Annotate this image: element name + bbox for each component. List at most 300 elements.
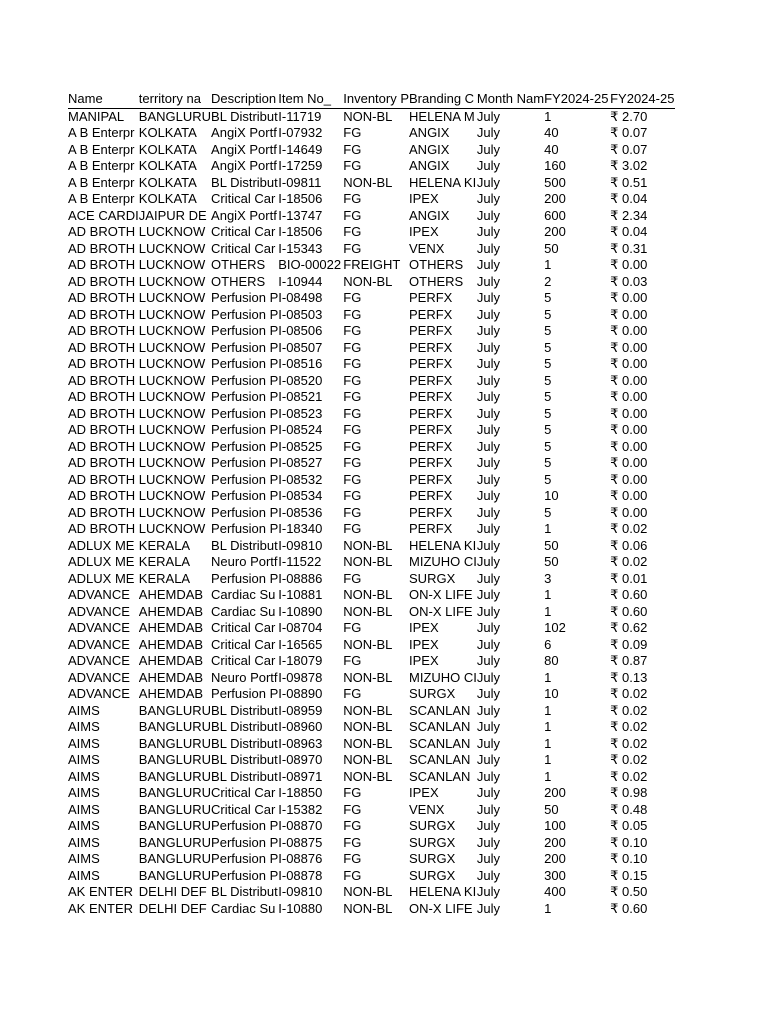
cell-inventory: FG bbox=[343, 323, 362, 338]
cell-branding: ON-X LIFE bbox=[409, 603, 473, 619]
cell-month: July bbox=[476, 818, 501, 833]
cell-territory: LUCKNOW bbox=[138, 339, 206, 355]
cell-name: AD BROTH bbox=[68, 455, 136, 470]
cell-description: Perfusion P bbox=[211, 521, 279, 536]
cell-description: Critical Car bbox=[211, 224, 276, 239]
cell-name: ADLUX ME bbox=[68, 554, 135, 569]
cell-territory: AHEMDAB bbox=[138, 686, 204, 701]
cell-inventory: FG bbox=[343, 851, 362, 866]
cell-branding: PERFX bbox=[409, 521, 453, 536]
cell-item-no: I-08970 bbox=[278, 752, 323, 767]
cell-month: July bbox=[476, 603, 501, 619]
cell-fy-qty: 1 bbox=[544, 752, 552, 767]
cell-fy-qty: 5 bbox=[544, 323, 552, 338]
cell-name: AIMS bbox=[68, 735, 100, 751]
cell-territory: LUCKNOW bbox=[138, 290, 206, 305]
cell-inventory: FG bbox=[343, 191, 362, 206]
cell-description: OTHERS bbox=[211, 273, 266, 289]
cell-month: July bbox=[476, 471, 501, 487]
cell-item-no: I-09811 bbox=[278, 174, 322, 190]
cell-territory: KOLKATA bbox=[138, 125, 197, 140]
cell-month: July bbox=[476, 521, 501, 536]
cell-fy-qty: 10 bbox=[544, 488, 559, 503]
cell-inventory: FG bbox=[343, 504, 362, 520]
cell-fy-value: ₹ 0.02 bbox=[610, 735, 648, 751]
cell-month: July bbox=[476, 900, 501, 916]
cell-description: OTHERS bbox=[211, 257, 266, 272]
cell-inventory: FG bbox=[343, 306, 362, 322]
cell-territory: LUCKNOW bbox=[138, 488, 206, 503]
cell-name: ADVANCE bbox=[68, 686, 130, 701]
cell-item-no: I-08876 bbox=[278, 851, 323, 866]
cell-fy-value: ₹ 0.02 bbox=[610, 702, 648, 718]
table-row bbox=[68, 505, 675, 522]
cell-month: July bbox=[476, 669, 501, 685]
cell-description: BL Distribut bbox=[211, 537, 278, 553]
table-row bbox=[68, 125, 675, 142]
cell-description: AngiX Portf bbox=[211, 158, 277, 173]
cell-fy-value: ₹ 0.00 bbox=[610, 504, 648, 520]
cell-item-no: I-08534 bbox=[278, 488, 323, 503]
cell-fy-value: ₹ 0.00 bbox=[610, 471, 648, 487]
cell-fy-qty: 6 bbox=[544, 636, 552, 652]
table-row bbox=[68, 142, 675, 159]
table-row bbox=[68, 604, 675, 621]
cell-branding: MIZUHO CI bbox=[409, 554, 477, 569]
cell-fy-qty: 1 bbox=[544, 669, 552, 685]
table-row bbox=[68, 307, 675, 324]
cell-item-no: I-09810 bbox=[278, 884, 323, 899]
cell-fy-qty: 200 bbox=[544, 191, 566, 206]
table-row bbox=[68, 752, 675, 769]
cell-inventory: FG bbox=[343, 801, 362, 817]
header-fy-value: FY2024-25 bbox=[610, 91, 675, 106]
cell-territory: LUCKNOW bbox=[138, 405, 206, 421]
cell-item-no: I-08704 bbox=[278, 620, 323, 635]
cell-territory: LUCKNOW bbox=[138, 372, 206, 388]
cell-branding: ANGIX bbox=[409, 207, 450, 223]
cell-branding: PERFX bbox=[409, 339, 453, 355]
cell-territory: KERALA bbox=[138, 570, 191, 586]
cell-fy-qty: 200 bbox=[544, 785, 566, 800]
cell-fy-qty: 102 bbox=[544, 620, 566, 635]
table-row bbox=[68, 785, 675, 802]
header-name: Name bbox=[68, 91, 139, 108]
cell-fy-value: ₹ 0.02 bbox=[610, 768, 648, 784]
cell-branding: VENX bbox=[409, 801, 445, 817]
cell-territory: BANGLURU bbox=[138, 719, 212, 734]
cell-item-no: BIO-00022 bbox=[278, 257, 342, 272]
cell-month: July bbox=[476, 141, 501, 157]
cell-name: AD BROTH bbox=[68, 438, 136, 454]
table-row bbox=[68, 868, 675, 885]
cell-fy-qty: 1 bbox=[544, 587, 552, 602]
cell-fy-qty: 40 bbox=[544, 125, 559, 140]
cell-month: July bbox=[476, 867, 501, 883]
cell-fy-qty: 1 bbox=[544, 735, 552, 751]
header-row bbox=[68, 91, 675, 108]
cell-territory: KOLKATA bbox=[138, 141, 197, 157]
table-row bbox=[68, 175, 675, 192]
cell-fy-qty: 1 bbox=[544, 257, 552, 272]
cell-fy-qty: 1 bbox=[544, 521, 552, 536]
cell-territory: KERALA bbox=[138, 537, 191, 553]
cell-inventory: NON-BL bbox=[343, 554, 393, 569]
cell-territory: LUCKNOW bbox=[138, 306, 206, 322]
cell-name: AD BROTH bbox=[68, 290, 136, 305]
cell-branding: ANGIX bbox=[409, 158, 450, 173]
cell-inventory: NON-BL bbox=[343, 273, 393, 289]
cell-description: BL Distribut bbox=[211, 719, 278, 734]
cell-month: July bbox=[476, 686, 501, 701]
cell-fy-value: ₹ 0.60 bbox=[610, 587, 648, 602]
cell-fy-qty: 5 bbox=[544, 339, 552, 355]
cell-month: July bbox=[476, 785, 501, 800]
table-row bbox=[68, 835, 675, 852]
cell-territory: AHEMDAB bbox=[138, 620, 204, 635]
cell-month: July bbox=[476, 191, 501, 206]
cell-description: BL Distribut bbox=[211, 768, 278, 784]
table-row bbox=[68, 802, 675, 819]
cell-name: AIMS bbox=[68, 752, 100, 767]
cell-fy-qty: 5 bbox=[544, 405, 552, 421]
cell-territory: JAIPUR DE bbox=[138, 207, 207, 223]
cell-territory: BANGLURU bbox=[138, 818, 212, 833]
cell-territory: BANGLURU bbox=[138, 702, 212, 718]
cell-item-no: I-13747 bbox=[278, 207, 323, 223]
cell-branding: PERFX bbox=[409, 356, 453, 371]
cell-name: AK ENTER bbox=[68, 900, 134, 916]
cell-description: Perfusion P bbox=[211, 422, 279, 437]
cell-fy-value: ₹ 0.00 bbox=[610, 405, 648, 421]
cell-branding: HELENA KI bbox=[409, 884, 477, 899]
cell-month: July bbox=[476, 702, 501, 718]
cell-name: ADVANCE bbox=[68, 669, 130, 685]
table-row bbox=[68, 224, 675, 241]
cell-inventory: NON-BL bbox=[343, 174, 393, 190]
cell-fy-value: ₹ 0.10 bbox=[610, 834, 648, 850]
cell-inventory: NON-BL bbox=[343, 768, 393, 784]
cell-month: July bbox=[476, 306, 501, 322]
cell-month: July bbox=[476, 108, 501, 124]
cell-inventory: FG bbox=[343, 785, 362, 800]
table-row bbox=[68, 686, 675, 703]
cell-inventory: FG bbox=[343, 356, 362, 371]
cell-fy-value: ₹ 0.00 bbox=[610, 323, 648, 338]
table-row bbox=[68, 571, 675, 588]
cell-month: July bbox=[476, 257, 501, 272]
cell-name: AD BROTH bbox=[68, 422, 136, 437]
cell-name: AD BROTH bbox=[68, 306, 136, 322]
cell-month: July bbox=[476, 158, 501, 173]
cell-inventory: FG bbox=[343, 207, 362, 223]
cell-branding: PERFX bbox=[409, 389, 453, 404]
cell-inventory: FG bbox=[343, 389, 362, 404]
cell-item-no: I-08963 bbox=[278, 735, 323, 751]
cell-inventory: FG bbox=[343, 521, 362, 536]
header-territory: territory na bbox=[139, 91, 211, 108]
cell-month: July bbox=[476, 224, 501, 239]
cell-month: July bbox=[476, 240, 501, 256]
cell-item-no: I-08520 bbox=[278, 372, 323, 388]
table-row bbox=[68, 620, 675, 637]
cell-description: Critical Car bbox=[211, 191, 276, 206]
table-row bbox=[68, 538, 675, 555]
cell-fy-qty: 1 bbox=[544, 768, 552, 784]
cell-fy-qty: 50 bbox=[544, 554, 559, 569]
cell-fy-value: ₹ 0.07 bbox=[610, 125, 648, 140]
cell-fy-qty: 5 bbox=[544, 438, 552, 454]
cell-description: Cardiac Su bbox=[211, 603, 276, 619]
cell-branding: PERFX bbox=[409, 405, 453, 421]
table-row bbox=[68, 389, 675, 406]
cell-name: AD BROTH bbox=[68, 323, 136, 338]
cell-inventory: NON-BL bbox=[343, 752, 393, 767]
cell-fy-value: ₹ 0.01 bbox=[610, 570, 648, 586]
cell-month: July bbox=[476, 884, 501, 899]
cell-description: Perfusion P bbox=[211, 405, 279, 421]
table-row bbox=[68, 472, 675, 489]
cell-description: Perfusion P bbox=[211, 867, 279, 883]
cell-branding: PERFX bbox=[409, 504, 453, 520]
cell-inventory: NON-BL bbox=[343, 702, 393, 718]
cell-fy-qty: 1 bbox=[544, 702, 552, 718]
cell-description: Perfusion P bbox=[211, 438, 279, 454]
cell-month: July bbox=[476, 405, 501, 421]
cell-fy-value: ₹ 0.02 bbox=[610, 686, 648, 701]
cell-fy-value: ₹ 3.02 bbox=[610, 158, 648, 173]
cell-branding: SURGX bbox=[409, 818, 456, 833]
cell-territory: AHEMDAB bbox=[138, 653, 204, 668]
cell-fy-qty: 50 bbox=[544, 240, 559, 256]
cell-month: July bbox=[476, 636, 501, 652]
cell-item-no: I-14649 bbox=[278, 141, 323, 157]
cell-territory: DELHI DEF bbox=[138, 884, 207, 899]
cell-inventory: FG bbox=[343, 653, 362, 668]
cell-territory: LUCKNOW bbox=[138, 389, 206, 404]
cell-fy-value: ₹ 0.04 bbox=[610, 191, 648, 206]
cell-branding: PERFX bbox=[409, 323, 453, 338]
cell-inventory: NON-BL bbox=[343, 719, 393, 734]
cell-month: July bbox=[476, 620, 501, 635]
cell-description: BL Distribut bbox=[211, 735, 278, 751]
cell-month: July bbox=[476, 207, 501, 223]
table-row bbox=[68, 719, 675, 736]
cell-description: Perfusion P bbox=[211, 834, 279, 850]
cell-month: July bbox=[476, 735, 501, 751]
cell-territory: AHEMDAB bbox=[138, 636, 204, 652]
cell-branding: PERFX bbox=[409, 372, 453, 388]
cell-name: ADVANCE bbox=[68, 620, 130, 635]
cell-item-no: I-18340 bbox=[278, 521, 323, 536]
table-row bbox=[68, 257, 675, 274]
cell-name: AD BROTH bbox=[68, 372, 136, 388]
cell-branding: ON-X LIFE bbox=[409, 587, 473, 602]
cell-branding: ANGIX bbox=[409, 141, 450, 157]
cell-description: Perfusion P bbox=[211, 471, 279, 487]
cell-description: Perfusion P bbox=[211, 323, 279, 338]
cell-item-no: I-08960 bbox=[278, 719, 323, 734]
cell-territory: LUCKNOW bbox=[138, 504, 206, 520]
cell-branding: PERFX bbox=[409, 471, 453, 487]
cell-description: BL Distribut bbox=[211, 108, 278, 124]
cell-name: AD BROTH bbox=[68, 339, 136, 355]
cell-fy-value: ₹ 0.00 bbox=[610, 389, 648, 404]
cell-branding: HELENA KI bbox=[409, 174, 477, 190]
cell-inventory: NON-BL bbox=[343, 669, 393, 685]
cell-inventory: FG bbox=[343, 141, 362, 157]
cell-inventory: FG bbox=[343, 240, 362, 256]
cell-branding: SURGX bbox=[409, 867, 456, 883]
cell-fy-value: ₹ 0.00 bbox=[610, 372, 648, 388]
cell-month: July bbox=[476, 356, 501, 371]
cell-name: AD BROTH bbox=[68, 389, 136, 404]
cell-branding: IPEX bbox=[409, 785, 439, 800]
cell-month: July bbox=[476, 273, 501, 289]
cell-name: AD BROTH bbox=[68, 488, 136, 503]
cell-inventory: FG bbox=[343, 488, 362, 503]
table-row bbox=[68, 290, 675, 307]
cell-fy-qty: 80 bbox=[544, 653, 559, 668]
cell-fy-qty: 600 bbox=[544, 207, 566, 223]
cell-name: AIMS bbox=[68, 719, 100, 734]
cell-item-no: I-08507 bbox=[278, 339, 323, 355]
cell-month: July bbox=[476, 372, 501, 388]
cell-item-no: I-10944 bbox=[278, 273, 323, 289]
cell-inventory: NON-BL bbox=[343, 537, 393, 553]
cell-fy-qty: 160 bbox=[544, 158, 566, 173]
cell-month: July bbox=[476, 290, 501, 305]
cell-item-no: I-08959 bbox=[278, 702, 323, 718]
cell-item-no: I-08532 bbox=[278, 471, 323, 487]
table-row bbox=[68, 241, 675, 258]
cell-description: Perfusion P bbox=[211, 389, 279, 404]
cell-name: AIMS bbox=[68, 867, 100, 883]
cell-branding: ON-X LIFE bbox=[409, 900, 473, 916]
cell-territory: DELHI DEF bbox=[138, 900, 207, 916]
cell-month: July bbox=[476, 125, 501, 140]
cell-name: ADLUX ME bbox=[68, 570, 135, 586]
cell-name: AD BROTH bbox=[68, 471, 136, 487]
table-row bbox=[68, 521, 675, 538]
cell-fy-value: ₹ 0.04 bbox=[610, 224, 648, 239]
cell-fy-value: ₹ 0.00 bbox=[610, 438, 648, 454]
table-row bbox=[68, 373, 675, 390]
cell-fy-qty: 1 bbox=[544, 900, 552, 916]
cell-fy-value: ₹ 0.00 bbox=[610, 257, 648, 272]
table-row bbox=[68, 670, 675, 687]
cell-item-no: I-08516 bbox=[278, 356, 323, 371]
cell-territory: BANGLURU bbox=[138, 735, 212, 751]
cell-fy-qty: 200 bbox=[544, 224, 566, 239]
cell-month: July bbox=[476, 719, 501, 734]
cell-fy-qty: 5 bbox=[544, 471, 552, 487]
cell-branding: SURGX bbox=[409, 851, 456, 866]
table-row bbox=[68, 736, 675, 753]
cell-territory: LUCKNOW bbox=[138, 224, 206, 239]
cell-inventory: FG bbox=[343, 570, 362, 586]
cell-description: Perfusion P bbox=[211, 356, 279, 371]
cell-fy-qty: 200 bbox=[544, 851, 566, 866]
cell-fy-qty: 5 bbox=[544, 422, 552, 437]
cell-inventory: FG bbox=[343, 372, 362, 388]
cell-name: ACE CARDI bbox=[68, 207, 139, 223]
cell-inventory: FG bbox=[343, 125, 362, 140]
table-row bbox=[68, 653, 675, 670]
cell-fy-value: ₹ 0.03 bbox=[610, 273, 648, 289]
cell-inventory: FG bbox=[343, 339, 362, 355]
table-row bbox=[68, 158, 675, 175]
cell-fy-value: ₹ 0.48 bbox=[610, 801, 648, 817]
cell-fy-value: ₹ 2.34 bbox=[610, 207, 648, 223]
cell-description: Critical Car bbox=[211, 636, 276, 652]
cell-branding: SURGX bbox=[409, 570, 456, 586]
table-row bbox=[68, 901, 675, 918]
cell-name: MANIPAL bbox=[68, 108, 125, 124]
cell-territory: BANGLURU bbox=[138, 108, 212, 124]
table-row bbox=[68, 455, 675, 472]
cell-inventory: FG bbox=[343, 834, 362, 850]
cell-name: AIMS bbox=[68, 785, 100, 800]
cell-description: Critical Car bbox=[211, 620, 276, 635]
cell-fy-qty: 10 bbox=[544, 686, 559, 701]
cell-fy-value: ₹ 0.10 bbox=[610, 851, 648, 866]
cell-territory: KERALA bbox=[138, 554, 191, 569]
table-row bbox=[68, 108, 675, 125]
cell-description: Neuro Portf bbox=[211, 554, 278, 569]
cell-territory: KOLKATA bbox=[138, 174, 197, 190]
cell-branding: IPEX bbox=[409, 620, 439, 635]
cell-inventory: FG bbox=[343, 438, 362, 454]
cell-item-no: I-09810 bbox=[278, 537, 323, 553]
cell-inventory: NON-BL bbox=[343, 735, 393, 751]
cell-item-no: I-11522 bbox=[278, 554, 322, 569]
table-row bbox=[68, 340, 675, 357]
cell-item-no: I-10881 bbox=[278, 587, 323, 602]
cell-fy-qty: 50 bbox=[544, 537, 559, 553]
table-row bbox=[68, 488, 675, 505]
cell-item-no: I-08878 bbox=[278, 867, 323, 883]
cell-description: Perfusion P bbox=[211, 570, 279, 586]
cell-description: Perfusion P bbox=[211, 488, 279, 503]
cell-name: AIMS bbox=[68, 768, 100, 784]
cell-name: ADVANCE bbox=[68, 653, 130, 668]
cell-item-no: I-08506 bbox=[278, 323, 323, 338]
header-inventory: Inventory P bbox=[343, 91, 410, 106]
cell-description: Perfusion P bbox=[211, 306, 279, 322]
cell-fy-value: ₹ 0.02 bbox=[610, 752, 648, 767]
cell-fy-value: ₹ 0.31 bbox=[610, 240, 648, 256]
cell-branding: PERFX bbox=[409, 488, 453, 503]
cell-description: Perfusion P bbox=[211, 455, 279, 470]
cell-fy-qty: 50 bbox=[544, 801, 559, 817]
cell-branding: PERFX bbox=[409, 290, 453, 305]
cell-name: AIMS bbox=[68, 702, 100, 718]
cell-fy-value: ₹ 0.09 bbox=[610, 636, 648, 652]
cell-item-no: I-11719 bbox=[278, 108, 322, 124]
cell-fy-qty: 5 bbox=[544, 389, 552, 404]
cell-name: A B Enterpr bbox=[68, 174, 135, 190]
table-row bbox=[68, 274, 675, 291]
cell-fy-value: ₹ 0.98 bbox=[610, 785, 648, 800]
cell-branding: SURGX bbox=[409, 834, 456, 850]
cell-inventory: FG bbox=[343, 224, 362, 239]
cell-territory: LUCKNOW bbox=[138, 273, 206, 289]
cell-description: Perfusion P bbox=[211, 851, 279, 866]
cell-name: AD BROTH bbox=[68, 356, 136, 371]
table-row bbox=[68, 851, 675, 868]
cell-item-no: I-15382 bbox=[278, 801, 323, 817]
